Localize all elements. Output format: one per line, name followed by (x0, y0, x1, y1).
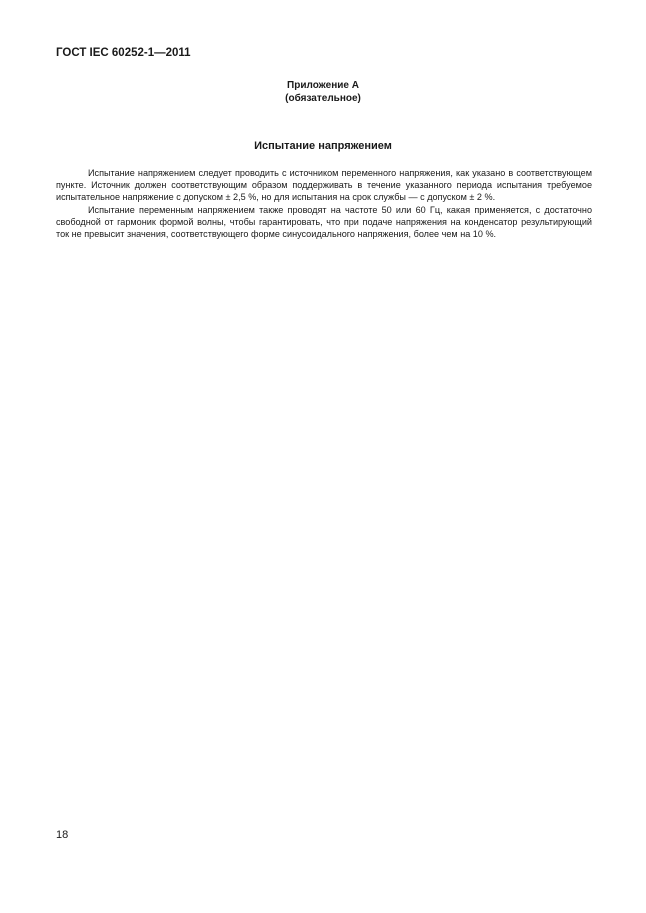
page-number: 18 (56, 829, 69, 841)
appendix-heading (0, 80, 646, 105)
standard-code: ГОСТ IEC 60252-1—2011 (56, 47, 191, 59)
appendix-label: Приложение А (287, 80, 359, 91)
paragraph: Испытание напряжением следует проводить с источником переменного напряжения, как указано в соответствующем пункте. Источник должен соответствующим образом поддерживать в течение указанного периода испытания требуемое испытательное напряжение с допуском ± 2,5 %, но для испытания на срок службы — с допуском ± 2 %. (56, 168, 592, 203)
section-title: Испытание напряжением (254, 140, 392, 152)
body-text (56, 167, 592, 240)
paragraph: Испытание переменным напряжением также проводят на частоте 50 или 60 Гц, какая применяется, с достаточно свободной от гармоник формой волны, чтобы гарантировать, что при подаче напряжения на конденсатор результирующий ток не превысит значения, соответствующего форме синусоидального напряжения, более чем на 10 %. (56, 204, 592, 240)
appendix-status: (обязательное) (285, 92, 361, 104)
